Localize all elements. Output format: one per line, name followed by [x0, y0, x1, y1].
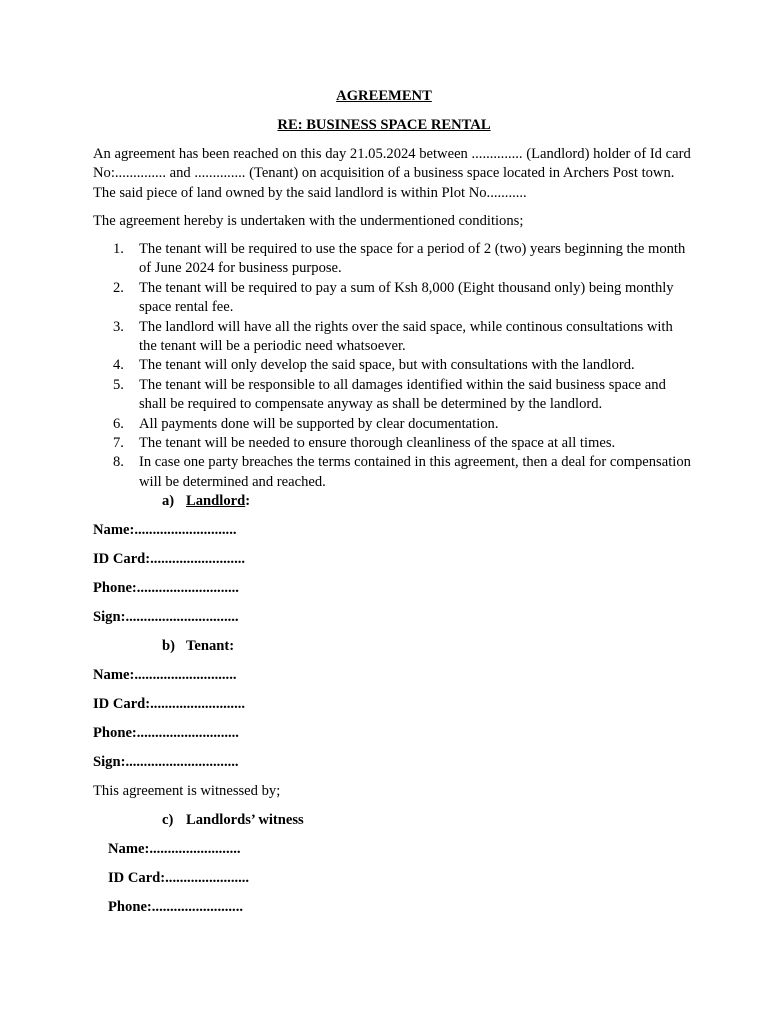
list-item — [93, 453, 693, 492]
list-item-number: 3. — [113, 318, 124, 335]
witness-heading-letter: c) — [162, 812, 174, 828]
list-item-text: The tenant will be required to pay a sum of Ksh 8,000 (Eight thousand only) being monthly space rental fee. — [139, 279, 674, 316]
list-item-text: The tenant will be required to use the space for a period of 2 (two) years beginning the month of June 2024 for business purpose. — [139, 241, 686, 277]
tenant-heading — [162, 637, 234, 656]
document-subtitle: RE: BUSINESS SPACE RENTAL — [277, 117, 491, 133]
tenant-phone-field: Phone:............................ — [93, 725, 239, 741]
list-item — [93, 415, 693, 434]
conditions-list — [93, 240, 693, 492]
intro-paragraph: An agreement has been reached on this day 21.05.2024 between .............. (Landlord) holder of Id card No:.............. and .............. (Tenant) on acquisition of a business space located in Archers Post town. The said piece of land owned by the said landlord is within Plot No........... — [93, 146, 691, 201]
witness-id-card-field: ID Card:....................... — [108, 870, 250, 886]
landlord-phone-field: Phone:............................ — [93, 580, 239, 596]
tenant-id-card-field: ID Card:.......................... — [93, 696, 246, 712]
list-item-text: The landlord will have all the rights over the said space, while continous consultations with the tenant will be a periodic need whatsoever. — [139, 318, 673, 355]
list-item — [93, 318, 693, 357]
list-item-text: The tenant will be responsible to all damages identified within the said business space and shall be required to compensate anyway as shall be determined by the landlord. — [139, 376, 666, 413]
list-item-number: 2. — [113, 279, 124, 296]
document-title: AGREEMENT — [336, 88, 432, 104]
list-item-number: 7. — [113, 435, 124, 452]
landlord-heading — [162, 492, 250, 511]
landlord-id-card-field: ID Card:.......................... — [93, 551, 246, 567]
witness-name-field: Name:......................... — [108, 841, 241, 857]
tenant-heading-letter: b) — [162, 638, 175, 654]
tenant-name-field: Name:............................ — [93, 667, 237, 683]
witness-heading — [162, 811, 304, 830]
landlord-heading-colon: : — [245, 493, 251, 509]
tenant-sign-field: Sign:............................... — [93, 754, 239, 770]
list-item-number: 6. — [113, 415, 124, 432]
list-item-text: The tenant will be needed to ensure thorough cleanliness of the space at all times. — [139, 435, 616, 452]
list-item-text: All payments done will be supported by clear documentation. — [139, 415, 499, 432]
conditions-intro: The agreement hereby is undertaken with the undermentioned conditions; — [93, 213, 524, 229]
list-item-text: In case one party breaches the terms contained in this agreement, then a deal for compensation will be determined and reached. — [139, 454, 691, 490]
list-item — [93, 279, 693, 318]
list-item-number: 4. — [113, 357, 124, 374]
list-item-number: 8. — [113, 454, 124, 471]
landlord-heading-letter: a) — [162, 493, 175, 509]
list-item-number: 5. — [113, 376, 124, 393]
witness-phone-field: Phone:......................... — [108, 899, 243, 915]
landlord-heading-text: Landlord — [186, 493, 246, 509]
landlord-name-field: Name:............................ — [93, 522, 237, 538]
witness-intro: This agreement is witnessed by; — [93, 783, 281, 799]
witness-heading-text: Landlords’ witness — [186, 812, 304, 828]
tenant-heading-text: Tenant: — [186, 638, 235, 654]
landlord-sign-field: Sign:............................... — [93, 609, 239, 625]
list-item — [93, 376, 693, 415]
list-item — [93, 356, 693, 375]
list-item — [93, 434, 693, 453]
list-item-number: 1. — [113, 241, 124, 257]
list-item-text: The tenant will only develop the said space, but with consultations with the landlord. — [139, 357, 635, 374]
list-item — [93, 240, 693, 279]
